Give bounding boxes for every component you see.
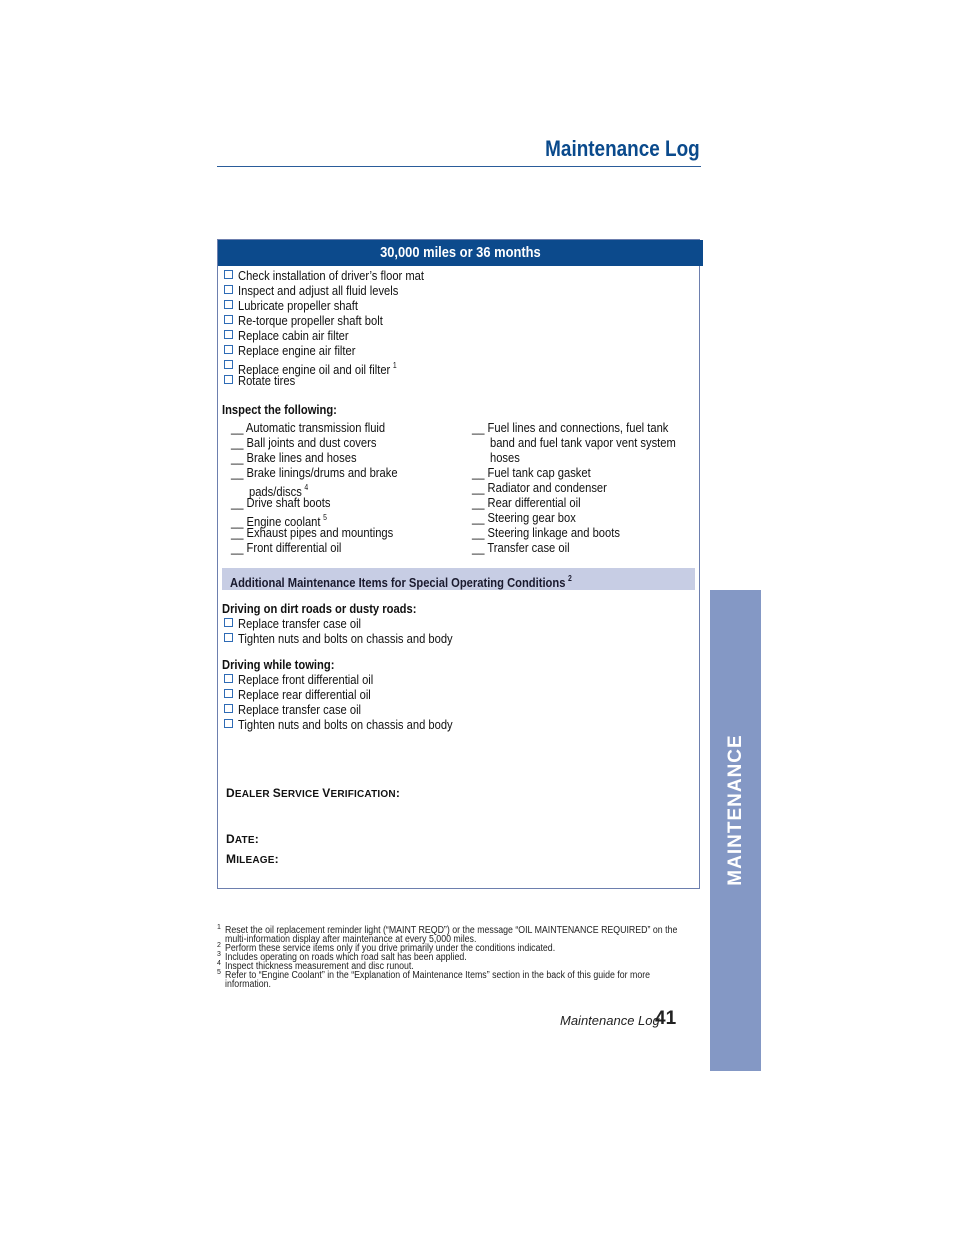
checklist-item[interactable]: Replace transfer case oil xyxy=(222,702,692,717)
inspect-item: __ Radiator and condenser xyxy=(472,480,607,495)
inspect-item: __ Transfer case oil xyxy=(472,540,570,555)
footnote-ref: 5 xyxy=(323,513,327,522)
checklist-item[interactable]: Replace cabin air filter xyxy=(222,328,697,343)
inspect-heading: Inspect the following: xyxy=(222,402,337,417)
footnotes xyxy=(217,926,701,989)
footnote: multi-information display after maintenance at every 5,000 miles. xyxy=(225,934,477,945)
page-number: 41 xyxy=(655,1008,677,1029)
inspect-item: hoses xyxy=(490,450,520,465)
checkbox[interactable] xyxy=(224,704,233,713)
footer-section-label: Maintenance Log xyxy=(560,1013,660,1028)
footnote-ref: 4 xyxy=(304,483,309,492)
checkbox[interactable] xyxy=(224,330,233,339)
checkbox[interactable] xyxy=(224,300,233,309)
footnote: 2 Perform these service items only if you drive primarily under the conditions indicated. xyxy=(217,942,556,954)
checkbox[interactable] xyxy=(224,270,233,279)
inspect-item: __ Drive shaft boots xyxy=(231,495,331,510)
checklist-item[interactable]: Replace engine air filter xyxy=(222,343,697,358)
inspect-item: __ Steering linkage and boots xyxy=(472,525,620,540)
checklist-item[interactable]: Tighten nuts and bolts on chassis and body xyxy=(222,717,692,732)
inspect-item: __ Automatic transmission fluid xyxy=(231,420,386,435)
footnote-ref: 2 xyxy=(568,574,572,583)
additional-maintenance-heading: Additional Maintenance Items for Special Operating Conditions $^2$ xyxy=(222,568,695,590)
checkbox[interactable] xyxy=(224,360,233,369)
maintenance-checklist xyxy=(222,268,697,388)
title-rule xyxy=(217,166,701,167)
checklist-item[interactable]: Inspect and adjust all fluid levels xyxy=(222,283,697,298)
footnote-ref: 1 xyxy=(392,361,397,370)
inspect-item: __ Front differential oil xyxy=(231,540,342,555)
checkbox[interactable] xyxy=(224,345,233,354)
checkbox[interactable] xyxy=(224,719,233,728)
dirt-roads-checklist xyxy=(222,616,692,646)
checklist-item[interactable]: Rotate tires xyxy=(222,373,697,388)
inspect-item: __ Fuel lines and connections, fuel tank xyxy=(472,420,669,435)
inspect-item: __ Fuel tank cap gasket xyxy=(472,465,591,480)
inspect-item: __ Ball joints and dust covers xyxy=(231,435,377,450)
inspect-item: __ Steering gear box xyxy=(472,510,576,525)
interval-header xyxy=(218,240,703,266)
mileage-label: MILEAGE: xyxy=(226,852,279,866)
log-content xyxy=(222,268,697,388)
checklist-item[interactable]: Re-torque propeller shaft bolt xyxy=(222,313,697,328)
dealer-verification-label: DEALER SERVICE VERIFICATION: xyxy=(226,786,401,800)
inspect-item: __ Brake linings/drums and brake xyxy=(231,465,398,480)
checkbox[interactable] xyxy=(224,618,233,627)
inspect-item: band and fuel tank vapor vent system xyxy=(490,435,676,450)
towing-checklist xyxy=(222,672,692,732)
inspect-item: __ Brake lines and hoses xyxy=(231,450,357,465)
checkbox[interactable] xyxy=(224,689,233,698)
checkbox[interactable] xyxy=(224,375,233,384)
footnote: 1 Reset the oil replacement reminder light (“MAINT REQD”) or the message “OIL MAINTENANCE REQUIRED” on the xyxy=(217,924,678,936)
checklist-item[interactable]: Tighten nuts and bolts on chassis and body xyxy=(222,631,692,646)
checkbox[interactable] xyxy=(224,285,233,294)
checklist-item[interactable]: Check installation of driver’s floor mat xyxy=(222,268,697,283)
checklist-item[interactable]: Lubricate propeller shaft xyxy=(222,298,697,313)
checklist-item[interactable]: Replace front differential oil xyxy=(222,672,692,687)
page-title: Maintenance Log xyxy=(545,136,700,161)
side-tab xyxy=(710,590,761,1071)
inspect-item: pads/discs $^4$ xyxy=(249,483,309,499)
checkbox[interactable] xyxy=(224,315,233,324)
footnote: information. xyxy=(225,979,271,990)
inspect-list-left xyxy=(231,420,425,555)
side-tab-label: MAINTENANCE xyxy=(724,734,746,886)
inspect-item: __ Exhaust pipes and mountings xyxy=(231,525,394,540)
dirt-roads-heading: Driving on dirt roads or dusty roads: xyxy=(222,601,417,616)
maintenance-log-box xyxy=(217,239,700,889)
checkbox[interactable] xyxy=(224,633,233,642)
footnote: 4 Inspect thickness measurement and disc runout. xyxy=(217,960,414,972)
footnote: 3 Includes operating on roads which road salt has been applied. xyxy=(217,951,467,963)
inspect-item: __ Engine coolant $^5$ xyxy=(231,513,327,529)
towing-heading: Driving while towing: xyxy=(222,657,335,672)
checklist-item[interactable]: Replace rear differential oil xyxy=(222,687,692,702)
footnote: 5 Refer to “Engine Coolant” in the “Explanation of Maintenance Items” section in the back of this guide for more xyxy=(217,969,651,981)
date-label: DATE: xyxy=(226,832,259,846)
inspect-list-right xyxy=(472,420,706,555)
checklist-item[interactable]: Replace transfer case oil xyxy=(222,616,692,631)
interval-label: 30,000 miles or 36 months xyxy=(380,244,541,261)
checklist-item[interactable]: Replace engine oil and oil filter $^1$ xyxy=(222,358,697,373)
checkbox[interactable] xyxy=(224,674,233,683)
inspect-item: __ Rear differential oil xyxy=(472,495,581,510)
